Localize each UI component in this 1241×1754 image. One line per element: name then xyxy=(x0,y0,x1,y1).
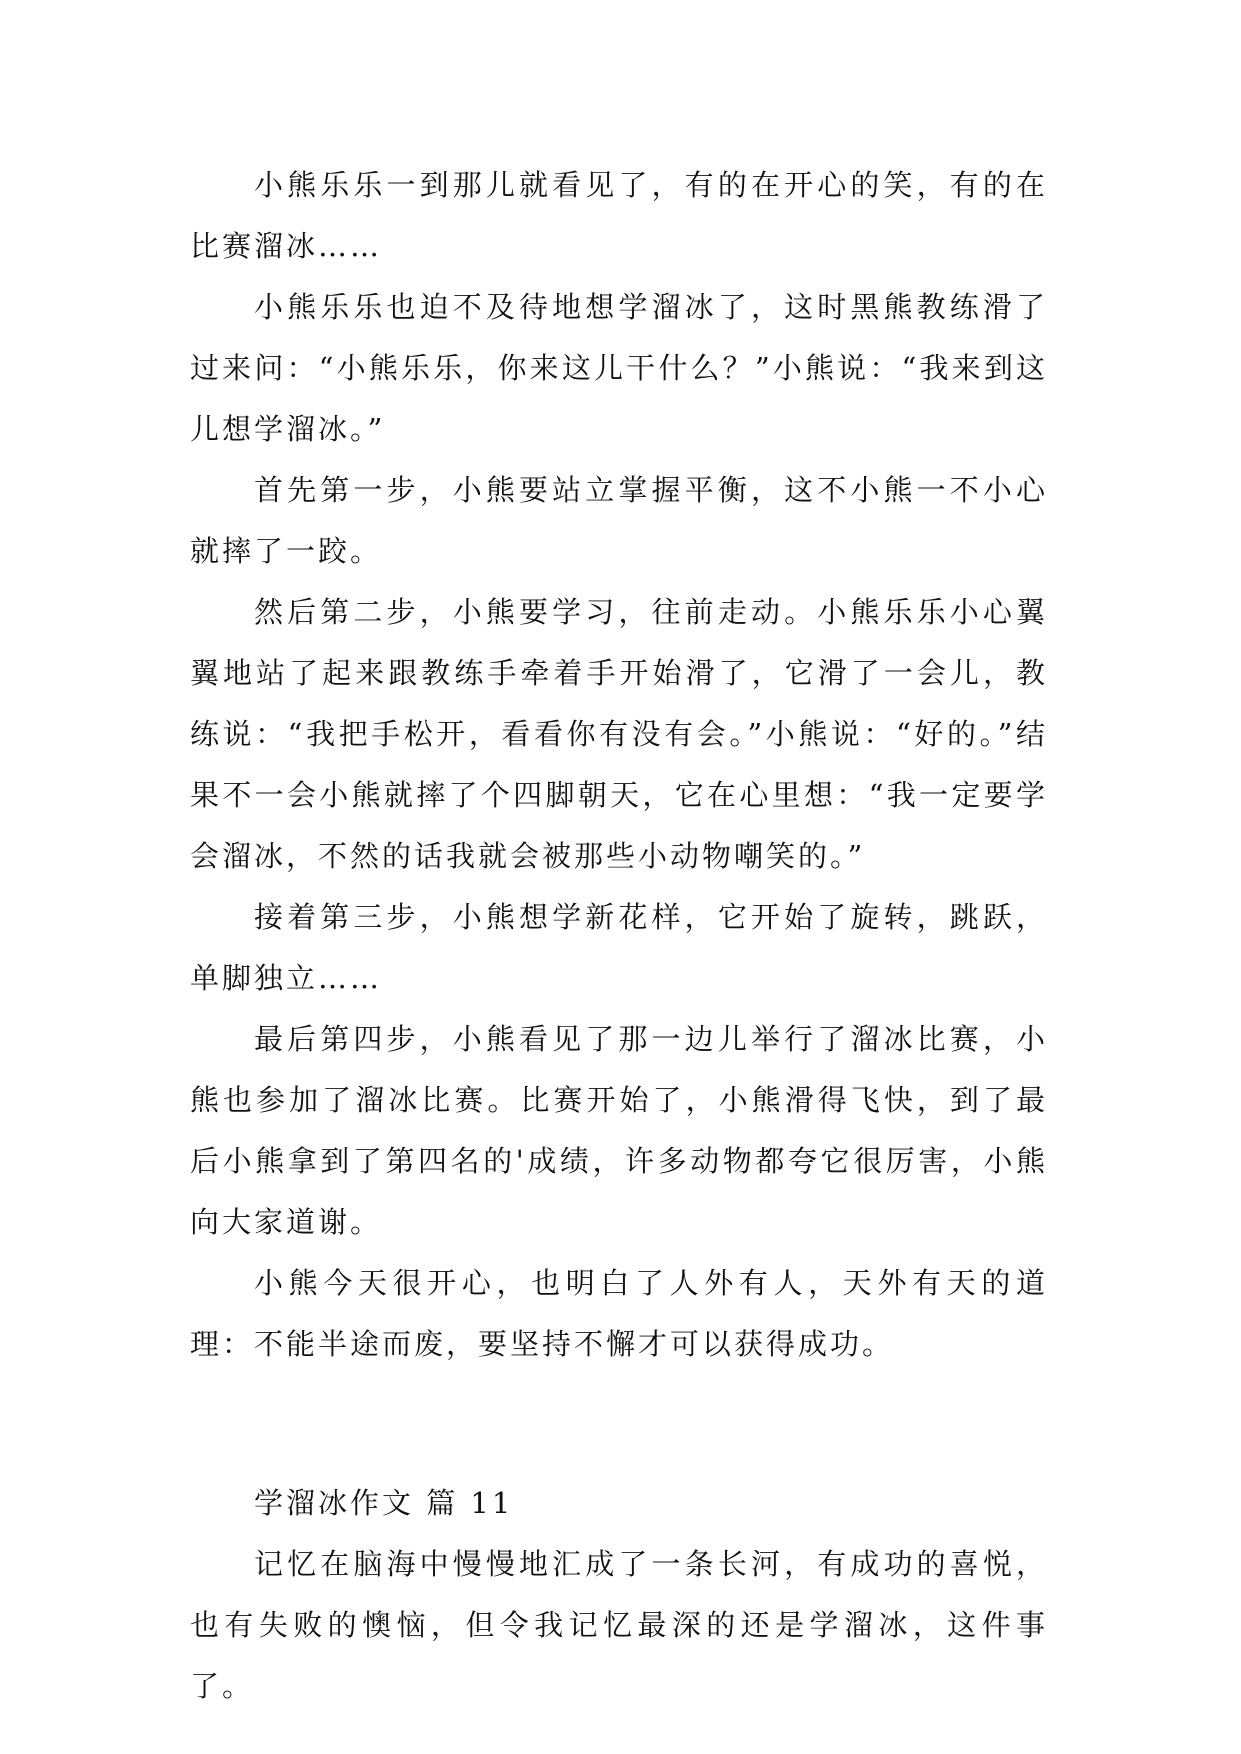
paragraph: 小熊乐乐一到那儿就看见了，有的在开心的笑，有的在比赛溜冰…… xyxy=(190,168,1048,263)
paragraph: 记忆在脑海中慢慢地汇成了一条长河，有成功的喜悦，也有失败的懊恼，但令我记忆最深的还是学溜冰，这件事了。 xyxy=(190,1547,1048,1703)
paragraph: 首先第一步，小熊要站立掌握平衡，这不小熊一不小心就摔了一跤。 xyxy=(190,473,1048,568)
paragraph: 接着第三步，小熊想学新花样，它开始了旋转，跳跃，单脚独立…… xyxy=(190,900,1048,995)
document-body xyxy=(190,155,1048,1717)
paragraph: 小熊今天很开心，也明白了人外有人，天外有天的道理：不能半途而废，要坚持不懈才可以获得成功。 xyxy=(190,1266,1048,1361)
paragraph: 最后第四步，小熊看见了那一边儿举行了溜冰比赛，小熊也参加了溜冰比赛。比赛开始了，小熊滑得飞快，到了最后小熊拿到了第四名的'成绩，许多动物都夸它很厉害，小熊向大家道谢。 xyxy=(190,1022,1048,1239)
paragraph: 然后第二步，小熊要学习，往前走动。小熊乐乐小心翼翼地站了起来跟教练手牵着手开始滑了，它滑了一会儿，教练说：“我把手松开，看看你有没有会。”小熊说：“好的。”结果不一会小熊就摔了个四脚朝天，它在心里想：“我一定要学会溜冰，不然的话我就会被那些小动物嘲笑的。” xyxy=(190,595,1048,873)
section-heading: 学溜冰作文 篇 11 xyxy=(254,1486,514,1520)
paragraph: 小熊乐乐也迫不及待地想学溜冰了，这时黑熊教练滑了过来问：“小熊乐乐，你来这儿干什么？”小熊说：“我来到这儿想学溜冰。” xyxy=(190,290,1048,446)
